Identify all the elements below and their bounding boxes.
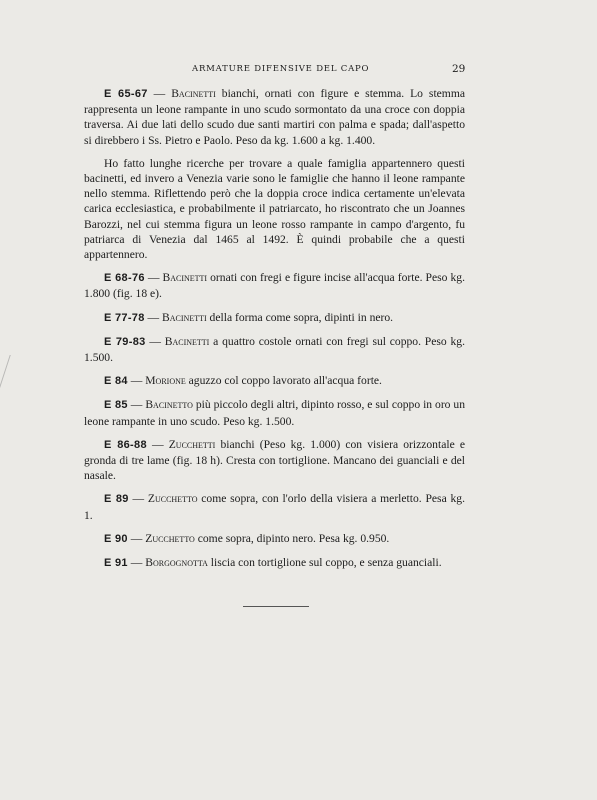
entry-text: liscia con tortiglione sul coppo, e senza guanciali.: [207, 556, 442, 570]
entry-e68-76: [84, 270, 465, 301]
entry-e79-83: [84, 334, 465, 365]
entry-text: ornati con fregi e figure incise all'acqua forte. Peso kg. 1.800 (fig. 18 e).: [84, 271, 465, 301]
entry-text: più piccolo degli altri, dipinto rosso, e sul coppo in oro un leone rampante in uno scudo. Peso kg. 1.500.: [84, 398, 465, 428]
entry-dash: —: [127, 398, 146, 412]
entry-name: Bacinetti: [171, 87, 216, 100]
commentary-paragraph: [84, 156, 465, 262]
entry-text: bianchi, ornati con figure e stemma. Lo stemma rappresenta un leone rampante in uno scudo sormontato da una croce con doppia traversa. Ai due lati dello scudo due santi martiri con palma e spada; dall'aspetto si direbbero i Ss. Pietro e Paolo. Peso da kg. 1.600 a kg. 1.400.: [84, 87, 465, 147]
entry-dash: —: [144, 271, 163, 285]
end-rule: [243, 606, 309, 607]
entry-code: E 89: [104, 493, 129, 506]
entry-dash: —: [147, 87, 172, 100]
entry-text: come sopra, dipinto nero. Pesa kg. 0.950.: [194, 531, 390, 545]
entry-code: E 85: [104, 399, 128, 412]
entry-e85: [84, 397, 465, 428]
entry-name: Zucchetto: [147, 492, 198, 506]
entry-name: Zucchetto: [145, 531, 195, 545]
entry-e91: [84, 555, 465, 571]
entry-name: Borgognotta: [145, 556, 208, 570]
entry-code: E 90: [104, 532, 128, 545]
entry-code: E 91: [104, 557, 128, 570]
entry-text: bianchi (Peso kg. 1.000) con visiera orizzontale e gronda di tre lame (fig. 18 h). Cresta con tortiglione. Mancano dei guanciali e del nasale.: [84, 437, 465, 483]
entry-dash: —: [146, 437, 169, 451]
entry-name: Zucchetti: [168, 437, 216, 451]
entry-dash: —: [127, 374, 146, 388]
entry-dash: —: [144, 310, 163, 324]
entry-code: E 68-76: [104, 272, 145, 285]
entry-text: come sopra, con l'orlo della visiera a merletto. Pesa kg. 1.: [84, 492, 465, 522]
entry-e90: [84, 531, 465, 547]
entry-text: a quattro costole ornati con fregi sul coppo. Peso kg. 1.500.: [84, 334, 465, 365]
entry-name: Bacinetti: [162, 271, 208, 285]
entry-text: della forma come sopra, dipinti in nero.: [206, 310, 394, 324]
entry-code: E 65-67: [104, 88, 148, 100]
margin-mark: [0, 355, 31, 415]
entry-dash: —: [145, 334, 165, 348]
entry-code: E 86-88: [104, 438, 147, 451]
entry-e84: [84, 373, 465, 389]
page-number: 29: [452, 63, 466, 75]
entry-name: Bacinetti: [164, 334, 210, 348]
page-body: [84, 86, 465, 579]
entry-code: E 84: [104, 375, 128, 388]
entry-e89: [84, 491, 465, 522]
entry-name: Bacinetto: [145, 398, 193, 412]
running-head-title: ARMATURE DIFENSIVE DEL CAPO: [192, 64, 370, 74]
entry-name: Morione: [145, 374, 186, 388]
entry-e65-67: [84, 86, 465, 148]
entry-e86-88: [84, 437, 465, 484]
entry-dash: —: [127, 556, 146, 570]
entry-e77-78: [84, 310, 465, 326]
paragraph-text: Ho fatto lunghe ricerche per trovare a quale famiglia appartennero questi bacinetti, ed invero a Venezia varie sono le famiglie che hanno il leone rampante nello stemma. Riflettendo però che la doppia croce indica certamente un'elevata carica ecclesiastica, e probabilmente il patriarcato, ho riscontrato che un Joannes Barozzi, nel cui stemma figura un leone rosso rampante in campo d'argento, fu patriarca di Venezia dal 1465 al 1492. È quindi probabile che a questi appartennero.: [84, 156, 465, 262]
entry-code: E 79-83: [104, 335, 146, 348]
entry-dash: —: [128, 492, 148, 506]
entry-text: aguzzo col coppo lavorato all'acqua forte.: [185, 374, 382, 388]
entry-code: E 77-78: [104, 311, 145, 324]
entry-name: Bacinetti: [162, 310, 207, 324]
entry-dash: —: [127, 531, 146, 545]
